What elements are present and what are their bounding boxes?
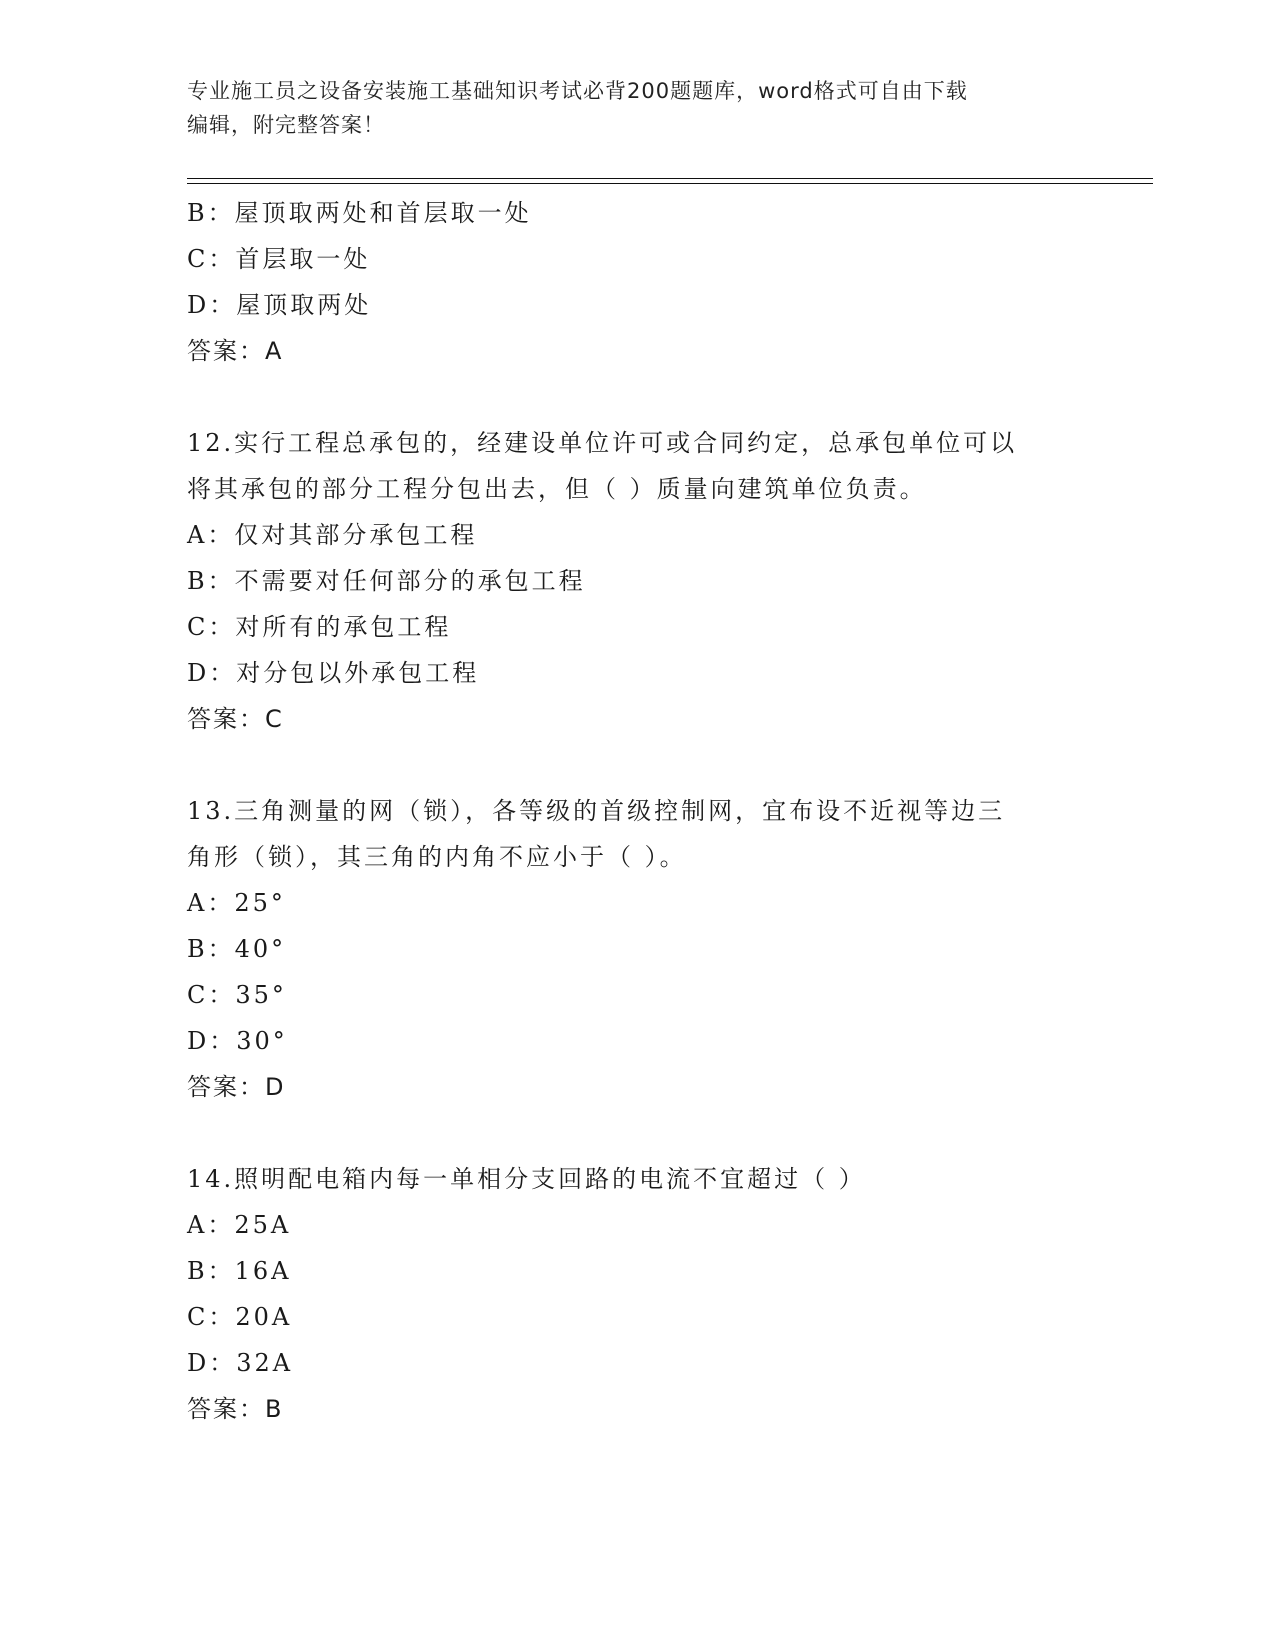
option-a: A：仅对其部分承包工程 bbox=[187, 521, 478, 549]
option-c: C：对所有的承包工程 bbox=[187, 613, 452, 641]
spacer bbox=[187, 374, 1087, 420]
option-d: D：30° bbox=[187, 1027, 288, 1055]
option-b: B：16A bbox=[187, 1257, 292, 1285]
question-stem-line: 角形（锁），其三角的内角不应小于（ ）。 bbox=[187, 843, 687, 871]
option-a: A：25A bbox=[187, 1211, 292, 1239]
question-11-continued bbox=[187, 190, 1087, 374]
question-13 bbox=[187, 788, 1087, 1110]
answer: 答案：A bbox=[187, 337, 284, 365]
question-14 bbox=[187, 1156, 1087, 1432]
document-header bbox=[187, 74, 1087, 142]
question-stem-line: 14.照明配电箱内每一单相分支回路的电流不宜超过（ ） bbox=[187, 1165, 866, 1193]
question-list bbox=[187, 190, 1087, 1432]
header-divider-bottom bbox=[187, 183, 1153, 184]
header-title-line-1: 专业施工员之设备安装施工基础知识考试必背200题题库，word格式可自由下载 bbox=[187, 79, 968, 103]
question-12 bbox=[187, 420, 1087, 742]
question-stem-line: 将其承包的部分工程分包出去，但（ ）质量向建筑单位负责。 bbox=[187, 475, 927, 503]
spacer bbox=[187, 1110, 1087, 1156]
option-b: B：屋顶取两处和首层取一处 bbox=[187, 199, 532, 227]
answer: 答案：D bbox=[187, 1073, 286, 1101]
option-c: C：35° bbox=[187, 981, 287, 1009]
answer: 答案：B bbox=[187, 1395, 284, 1423]
header-divider-top bbox=[187, 178, 1153, 179]
option-d: D：对分包以外承包工程 bbox=[187, 659, 480, 687]
option-c: C：20A bbox=[187, 1303, 293, 1331]
answer: 答案：C bbox=[187, 705, 284, 733]
header-title-line-2: 编辑，附完整答案！ bbox=[187, 113, 385, 137]
spacer bbox=[187, 742, 1087, 788]
option-b: B：不需要对任何部分的承包工程 bbox=[187, 567, 586, 595]
option-c: C：首层取一处 bbox=[187, 245, 371, 273]
option-d: D：屋顶取两处 bbox=[187, 291, 372, 319]
option-a: A：25° bbox=[187, 889, 286, 917]
option-d: D：32A bbox=[187, 1349, 294, 1377]
option-b: B：40° bbox=[187, 935, 287, 963]
question-stem-line: 12.实行工程总承包的，经建设单位许可或合同约定，总承包单位可以 bbox=[187, 429, 1018, 457]
question-stem-line: 13.三角测量的网（锁），各等级的首级控制网，宜布设不近视等边三 bbox=[187, 797, 1006, 825]
